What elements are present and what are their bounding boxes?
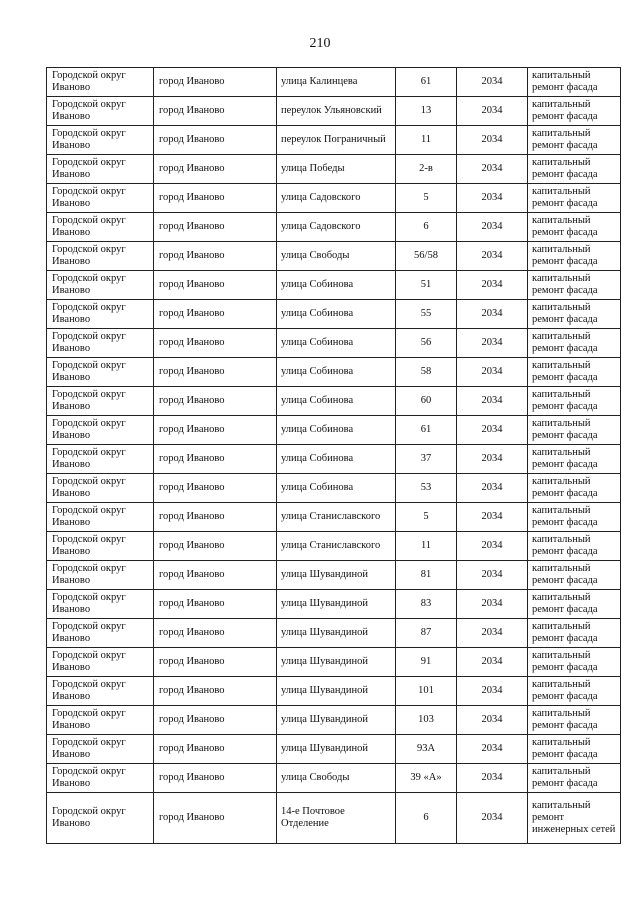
year-cell: 2034 [457, 358, 528, 387]
house-number-cell: 39 «А» [396, 764, 457, 793]
street-cell: улица Свободы [277, 242, 396, 271]
year-cell: 2034 [457, 590, 528, 619]
year-cell: 2034 [457, 416, 528, 445]
city-cell: город Иваново [154, 706, 277, 735]
city-cell: город Иваново [154, 97, 277, 126]
year-cell: 2034 [457, 155, 528, 184]
table-row [47, 97, 621, 126]
table-row [47, 619, 621, 648]
work-type-cell: капитальный ремонт фасада [528, 706, 621, 735]
municipality-cell: Городской округ Иваново [47, 329, 154, 358]
year-cell: 2034 [457, 677, 528, 706]
city-cell: город Иваново [154, 648, 277, 677]
table-row [47, 503, 621, 532]
street-cell: улица Садовского [277, 213, 396, 242]
house-number-cell: 101 [396, 677, 457, 706]
house-number-cell: 53 [396, 474, 457, 503]
work-type-cell: капитальный ремонт фасада [528, 416, 621, 445]
work-type-cell: капитальный ремонт фасада [528, 532, 621, 561]
work-type-cell: капитальный ремонт фасада [528, 329, 621, 358]
street-cell: улица Шувандиной [277, 590, 396, 619]
work-type-cell: капитальный ремонт фасада [528, 387, 621, 416]
street-cell: улица Шувандиной [277, 706, 396, 735]
street-cell: улица Собинова [277, 474, 396, 503]
work-type-cell: капитальный ремонт фасада [528, 126, 621, 155]
city-cell: город Иваново [154, 155, 277, 184]
house-number-cell: 87 [396, 619, 457, 648]
table-row [47, 764, 621, 793]
municipality-cell: Городской округ Иваново [47, 764, 154, 793]
year-cell: 2034 [457, 793, 528, 844]
street-cell: улица Собинова [277, 416, 396, 445]
year-cell: 2034 [457, 619, 528, 648]
municipality-cell: Городской округ Иваново [47, 532, 154, 561]
street-cell: улица Шувандиной [277, 561, 396, 590]
city-cell: город Иваново [154, 242, 277, 271]
municipality-cell: Городской округ Иваново [47, 706, 154, 735]
municipality-cell: Городской округ Иваново [47, 735, 154, 764]
street-cell: улица Садовского [277, 184, 396, 213]
house-number-cell: 11 [396, 532, 457, 561]
city-cell: город Иваново [154, 619, 277, 648]
page-number: 210 [309, 36, 331, 51]
table-row [47, 532, 621, 561]
year-cell: 2034 [457, 68, 528, 97]
city-cell: город Иваново [154, 677, 277, 706]
year-cell: 2034 [457, 764, 528, 793]
house-number-cell: 5 [396, 184, 457, 213]
house-number-cell: 11 [396, 126, 457, 155]
city-cell: город Иваново [154, 387, 277, 416]
city-cell: город Иваново [154, 735, 277, 764]
municipality-cell: Городской округ Иваново [47, 126, 154, 155]
house-number-cell: 6 [396, 213, 457, 242]
street-cell: улица Собинова [277, 329, 396, 358]
work-type-cell: капитальный ремонт фасада [528, 213, 621, 242]
municipality-cell: Городской округ Иваново [47, 300, 154, 329]
table-row [47, 155, 621, 184]
street-cell: 14-е Почтовое Отделение [277, 793, 396, 844]
city-cell: город Иваново [154, 358, 277, 387]
year-cell: 2034 [457, 242, 528, 271]
municipality-cell: Городской округ Иваново [47, 387, 154, 416]
street-cell: улица Шувандиной [277, 648, 396, 677]
work-type-cell: капитальный ремонт фасада [528, 677, 621, 706]
city-cell: город Иваново [154, 416, 277, 445]
year-cell: 2034 [457, 474, 528, 503]
work-type-cell: капитальный ремонт фасада [528, 271, 621, 300]
table-row [47, 242, 621, 271]
house-number-cell: 56/58 [396, 242, 457, 271]
table-row [47, 126, 621, 155]
year-cell: 2034 [457, 184, 528, 213]
street-cell: улица Станиславского [277, 532, 396, 561]
table-row [47, 793, 621, 844]
municipality-cell: Городской округ Иваново [47, 416, 154, 445]
municipality-cell: Городской округ Иваново [47, 474, 154, 503]
work-type-cell: капитальный ремонт фасада [528, 155, 621, 184]
street-cell: улица Собинова [277, 300, 396, 329]
municipality-cell: Городской округ Иваново [47, 619, 154, 648]
work-type-cell: капитальный ремонт фасада [528, 68, 621, 97]
table-row [47, 561, 621, 590]
municipality-cell: Городской округ Иваново [47, 271, 154, 300]
city-cell: город Иваново [154, 271, 277, 300]
house-number-cell: 103 [396, 706, 457, 735]
municipality-cell: Городской округ Иваново [47, 97, 154, 126]
year-cell: 2034 [457, 300, 528, 329]
city-cell: город Иваново [154, 503, 277, 532]
year-cell: 2034 [457, 97, 528, 126]
street-cell: улица Станиславского [277, 503, 396, 532]
house-number-cell: 6 [396, 793, 457, 844]
street-cell: улица Победы [277, 155, 396, 184]
municipality-cell: Городской округ Иваново [47, 590, 154, 619]
year-cell: 2034 [457, 271, 528, 300]
work-type-cell: капитальный ремонт фасада [528, 300, 621, 329]
work-type-cell: капитальный ремонт фасада [528, 619, 621, 648]
year-cell: 2034 [457, 706, 528, 735]
table-row [47, 213, 621, 242]
year-cell: 2034 [457, 532, 528, 561]
municipality-cell: Городской округ Иваново [47, 503, 154, 532]
municipality-cell: Городской округ Иваново [47, 445, 154, 474]
work-type-cell: капитальный ремонт фасада [528, 358, 621, 387]
house-number-cell: 55 [396, 300, 457, 329]
work-type-cell: капитальный ремонт фасада [528, 648, 621, 677]
work-type-cell: капитальный ремонт фасада [528, 561, 621, 590]
house-number-cell: 60 [396, 387, 457, 416]
street-cell: улица Собинова [277, 387, 396, 416]
table-row [47, 474, 621, 503]
municipality-cell: Городской округ Иваново [47, 68, 154, 97]
house-number-cell: 61 [396, 416, 457, 445]
year-cell: 2034 [457, 445, 528, 474]
city-cell: город Иваново [154, 126, 277, 155]
work-type-cell: капитальный ремонт фасада [528, 97, 621, 126]
city-cell: город Иваново [154, 68, 277, 97]
city-cell: город Иваново [154, 329, 277, 358]
house-number-cell: 37 [396, 445, 457, 474]
house-number-cell: 58 [396, 358, 457, 387]
street-cell: переулок Ульяновский [277, 97, 396, 126]
house-number-cell: 56 [396, 329, 457, 358]
work-type-cell: капитальный ремонт фасада [528, 503, 621, 532]
table-row [47, 735, 621, 764]
city-cell: город Иваново [154, 764, 277, 793]
table-row [47, 648, 621, 677]
municipality-cell: Городской округ Иваново [47, 561, 154, 590]
city-cell: город Иваново [154, 300, 277, 329]
table-row [47, 271, 621, 300]
year-cell: 2034 [457, 329, 528, 358]
work-type-cell: капитальный ремонт инженерных сетей [528, 793, 621, 844]
city-cell: город Иваново [154, 793, 277, 844]
year-cell: 2034 [457, 561, 528, 590]
work-type-cell: капитальный ремонт фасада [528, 474, 621, 503]
street-cell: улица Шувандиной [277, 735, 396, 764]
street-cell: улица Собинова [277, 358, 396, 387]
year-cell: 2034 [457, 387, 528, 416]
work-type-cell: капитальный ремонт фасада [528, 184, 621, 213]
work-type-cell: капитальный ремонт фасада [528, 590, 621, 619]
work-type-cell: капитальный ремонт фасада [528, 735, 621, 764]
year-cell: 2034 [457, 213, 528, 242]
table-row [47, 300, 621, 329]
municipality-cell: Городской округ Иваново [47, 213, 154, 242]
year-cell: 2034 [457, 648, 528, 677]
table-row [47, 387, 621, 416]
municipality-cell: Городской округ Иваново [47, 793, 154, 844]
municipality-cell: Городской округ Иваново [47, 358, 154, 387]
city-cell: город Иваново [154, 213, 277, 242]
city-cell: город Иваново [154, 561, 277, 590]
table-row [47, 358, 621, 387]
year-cell: 2034 [457, 735, 528, 764]
municipality-cell: Городской округ Иваново [47, 677, 154, 706]
table-row [47, 677, 621, 706]
work-type-cell: капитальный ремонт фасада [528, 445, 621, 474]
table-row [47, 329, 621, 358]
municipality-cell: Городской округ Иваново [47, 155, 154, 184]
municipality-cell: Городской округ Иваново [47, 184, 154, 213]
table-row [47, 416, 621, 445]
housing-repair-table [46, 67, 621, 844]
table-row [47, 706, 621, 735]
city-cell: город Иваново [154, 590, 277, 619]
house-number-cell: 2-в [396, 155, 457, 184]
street-cell: улица Собинова [277, 271, 396, 300]
house-number-cell: 83 [396, 590, 457, 619]
house-number-cell: 51 [396, 271, 457, 300]
table-row [47, 68, 621, 97]
city-cell: город Иваново [154, 445, 277, 474]
street-cell: улица Шувандиной [277, 677, 396, 706]
house-number-cell: 5 [396, 503, 457, 532]
city-cell: город Иваново [154, 184, 277, 213]
street-cell: улица Шувандиной [277, 619, 396, 648]
street-cell: улица Калинцева [277, 68, 396, 97]
house-number-cell: 91 [396, 648, 457, 677]
year-cell: 2034 [457, 126, 528, 155]
house-number-cell: 61 [396, 68, 457, 97]
year-cell: 2034 [457, 503, 528, 532]
street-cell: переулок Пограничный [277, 126, 396, 155]
municipality-cell: Городской округ Иваново [47, 648, 154, 677]
table-row [47, 184, 621, 213]
street-cell: улица Свободы [277, 764, 396, 793]
table-row [47, 445, 621, 474]
city-cell: город Иваново [154, 474, 277, 503]
street-cell: улица Собинова [277, 445, 396, 474]
house-number-cell: 13 [396, 97, 457, 126]
table-body [47, 68, 621, 844]
work-type-cell: капитальный ремонт фасада [528, 764, 621, 793]
table-row [47, 590, 621, 619]
city-cell: город Иваново [154, 532, 277, 561]
work-type-cell: капитальный ремонт фасада [528, 242, 621, 271]
house-number-cell: 93А [396, 735, 457, 764]
municipality-cell: Городской округ Иваново [47, 242, 154, 271]
house-number-cell: 81 [396, 561, 457, 590]
